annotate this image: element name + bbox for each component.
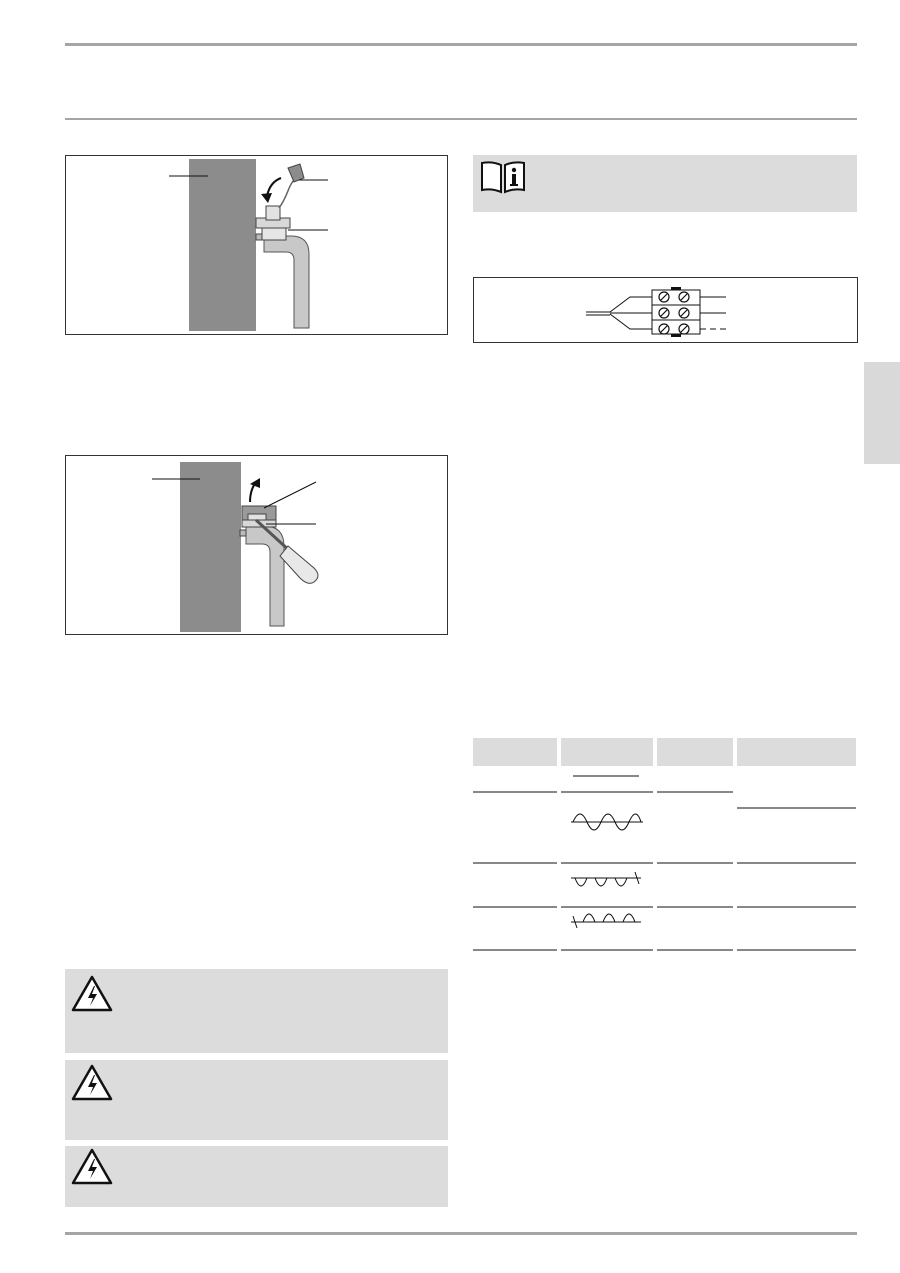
info-notice	[473, 155, 857, 212]
chapter-side-tab	[864, 362, 900, 464]
footer-rule	[65, 1232, 857, 1235]
waveform-negative-half-wave	[575, 878, 627, 886]
figure-sensor-mounting	[65, 155, 448, 335]
figure-sensor-removal	[65, 455, 448, 635]
sensor-body	[262, 228, 286, 240]
table-header-cell	[561, 738, 653, 766]
figure-terminal-block	[473, 277, 858, 343]
electric-shock-warning-icon	[71, 1064, 113, 1102]
leader-line	[264, 482, 316, 508]
pipe	[264, 236, 309, 328]
wire	[610, 314, 652, 329]
warning-notice	[65, 1060, 448, 1140]
terminal-block-diagram	[474, 278, 857, 342]
table-header-cell	[657, 738, 733, 766]
table-header-cell	[737, 738, 856, 766]
warning-notice	[65, 1146, 448, 1207]
warning-notice	[65, 969, 448, 1053]
screwdriver-handle	[280, 546, 318, 583]
clamp-nut	[266, 206, 280, 220]
sensor-mounting-illustration	[66, 156, 447, 334]
header-top-rule	[65, 43, 857, 46]
sensor-plug	[288, 164, 304, 182]
wire	[610, 297, 652, 312]
wall-panel	[180, 462, 241, 632]
electric-shock-warning-icon	[71, 1148, 113, 1186]
electric-shock-warning-icon	[71, 975, 113, 1013]
info-book-icon	[479, 159, 527, 195]
wall-panel	[189, 159, 256, 331]
signal-table-body	[473, 766, 856, 952]
sensor-removal-illustration	[66, 456, 447, 634]
table-header-cell	[473, 738, 557, 766]
header-bottom-rule	[65, 118, 857, 120]
waveform-positive-half-wave	[583, 914, 635, 922]
sensor-cable	[279, 180, 294, 208]
